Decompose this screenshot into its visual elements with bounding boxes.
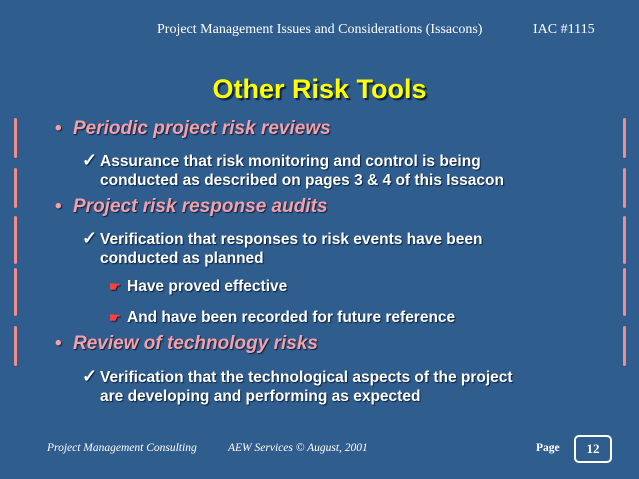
sub-bullet-line-1: Assurance that risk monitoring and control is being bbox=[100, 153, 481, 170]
left-decor-bar-3 bbox=[14, 216, 17, 264]
bullet-dot-icon: • bbox=[55, 333, 62, 354]
sub-bullet-line-2: are developing and performing as expected bbox=[100, 388, 421, 405]
sub-bullet-item bbox=[82, 367, 513, 406]
bullet-label: Project risk response audits bbox=[73, 196, 328, 217]
header-doc-id: IAC #1115 bbox=[533, 22, 595, 37]
header-title: Project Management Issues and Considerations (Issacons) bbox=[157, 22, 483, 37]
sub-bullet-item bbox=[82, 151, 504, 190]
sub-bullet-line-2: conducted as described on pages 3 & 4 of this Issacon bbox=[100, 172, 504, 189]
bullet-item bbox=[55, 118, 331, 140]
bullet-dot-icon: • bbox=[55, 118, 62, 139]
footer-company: Project Management Consulting bbox=[47, 442, 197, 454]
right-decor-bar-4 bbox=[623, 268, 626, 316]
bullet-item bbox=[55, 196, 328, 218]
right-decor-bar-5 bbox=[623, 326, 626, 366]
sub-sub-bullet-label: And have been recorded for future reference bbox=[127, 309, 456, 326]
checkmark-icon: ✓ bbox=[82, 150, 98, 170]
page-number-box: 12 bbox=[574, 435, 612, 463]
right-decor-bar-2 bbox=[623, 168, 626, 208]
sub-sub-bullet-label: Have proved effective bbox=[127, 278, 288, 295]
sub-bullet-line-2: conducted as planned bbox=[100, 250, 264, 267]
bullet-label: Periodic project risk reviews bbox=[73, 118, 331, 139]
pointing-hand-icon: ☛ bbox=[109, 279, 121, 294]
left-decor-bar-5 bbox=[14, 326, 17, 366]
checkmark-icon: ✓ bbox=[82, 366, 98, 386]
sub-bullet-item bbox=[82, 229, 482, 268]
sub-bullet-line-1: Verification that the technological aspects of the project bbox=[100, 369, 513, 386]
slide-header bbox=[0, 22, 639, 42]
checkmark-icon: ✓ bbox=[82, 228, 98, 248]
left-decor-bar-2 bbox=[14, 168, 17, 208]
sub-bullet-line-1: Verification that responses to risk events have been bbox=[100, 231, 483, 248]
pointing-hand-icon: ☛ bbox=[109, 310, 121, 325]
right-decor-bar-3 bbox=[623, 216, 626, 264]
right-decor-bar-1 bbox=[623, 118, 626, 158]
left-decor-bar-1 bbox=[14, 118, 17, 158]
left-decor-bar-4 bbox=[14, 268, 17, 316]
bullet-label: Review of technology risks bbox=[73, 333, 318, 354]
sub-sub-bullet-item bbox=[109, 309, 455, 327]
slide-title: Other Risk Tools bbox=[212, 74, 427, 104]
bullet-dot-icon: • bbox=[55, 196, 62, 217]
footer-copyright: AEW Services © August, 2001 bbox=[228, 442, 368, 454]
slide-footer bbox=[0, 442, 639, 462]
bullet-item bbox=[55, 333, 318, 355]
sub-sub-bullet-item bbox=[109, 278, 287, 296]
footer-page-label: Page bbox=[536, 442, 560, 454]
